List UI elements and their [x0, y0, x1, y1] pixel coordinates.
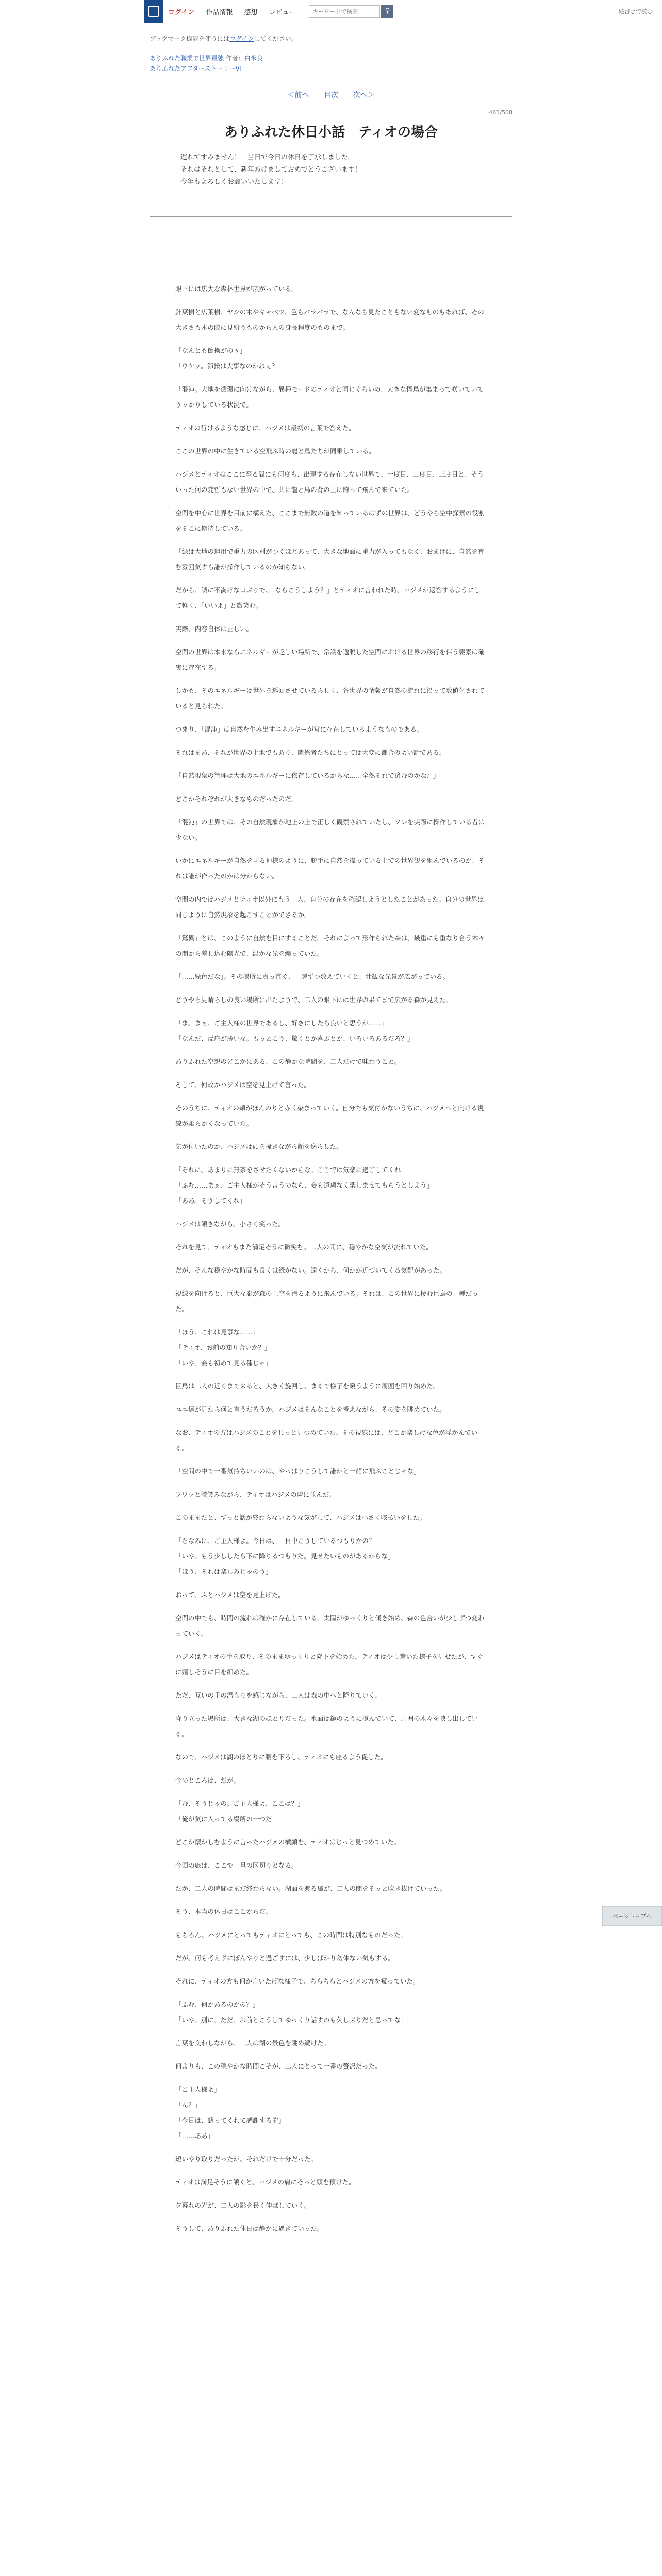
body-paragraph: 実際、内容自体は正しい。	[175, 625, 253, 633]
pager-top	[0, 90, 662, 100]
preface	[180, 151, 469, 189]
body-paragraph: もちろん、ハジメにとってもティオにとっても、この時間は特別なものだった。	[175, 1931, 407, 1939]
prev-link[interactable]: ＜前へ	[287, 91, 309, 99]
preface-line: 今年もよろしくお願いいたします！	[180, 178, 288, 186]
body-paragraph: ハジメはティオの手を取り、そのままゆっくりと降下を始めた。ティオは少し驚いた様子を見せたが、すぐに嬉しそうに目を細めた。	[175, 1653, 484, 1676]
body-paragraph: 空間の世界は本来ならエネルギーが乏しい場所で、常識を逸脱した空間における世界の移行を伴う要素は確実に存在する。	[175, 648, 485, 671]
body-paragraph: 「それに、あまりに無茶をさせたくないからな。ここでは気楽に過ごしてくれ」 「ふむ……まぁ、ご主人様がそう言うのなら、妾も遠慮なく楽しませてもらうとしよう」 「ああ。そうしてくれ」	[175, 1166, 434, 1205]
body-paragraph: 「驚異」とは、このように自然を目にすることだ。それによって形作られた森は、幾重にも重なり合う木々の間から差し込む陽光で、温かな光を纏っていた。	[175, 934, 485, 957]
body-paragraph: そして、何故かハジメは空を見上げて言った。	[175, 1081, 310, 1089]
body-paragraph: ハジメは頷きながら、小さく笑った。	[175, 1220, 285, 1228]
body-paragraph: 何よりも、この穏やかな時間こそが、二人にとって一番の贅沢だった。	[175, 2062, 382, 2070]
body-paragraph: フワッと微笑みながら、ティオはハジメの隣に並んだ。	[175, 1490, 336, 1498]
body-paragraph: 眼下には広大な森林世界が広がっている。	[175, 285, 298, 293]
body-paragraph: どこか懐かしむように言ったハジメの横顔を、ティオはじっと見つめていた。	[175, 1838, 401, 1846]
header-right	[619, 0, 653, 23]
body-paragraph: ただ、互いの手の温もりを感じながら、二人は森の中へと降りていく。	[175, 1691, 382, 1699]
next-link[interactable]: 次へ＞	[353, 91, 375, 99]
vertical-reading-link[interactable]: 縦書きで読む	[619, 8, 653, 15]
body-paragraph: どこかそれぞれが大きなものだったのだ。	[175, 795, 298, 803]
novel-body	[175, 281, 487, 2244]
body-paragraph: 「自然現象の管理は大地のエネルギーに依存しているからな……全然それで済むのかな？」	[175, 772, 440, 779]
body-paragraph: ここの世界の中に生きている空飛ぶ時の龍と鳥たちが同乗している。	[175, 447, 375, 455]
preface-line: 遅れてすみません！ 当日で今日の休日を了承しました。	[180, 154, 355, 161]
bookmark-notice	[150, 34, 297, 43]
body-paragraph: 言葉を交わしながら、二人は湖の景色を眺め続けた。	[175, 2039, 330, 2047]
body-paragraph: 「ま、まぁ、ご主人様の世界であるし、好きにしたら良いと思うが……」 「なんだ、反応が薄いな。もっとこう、驚くとか喜ぶとか、いろいろあるだろ？」	[175, 1019, 414, 1042]
body-paragraph: 「混沌」の世界では、その自然現象が地上の上で正しく観察されていたし、ソレを実際に操作している者は少ない。	[175, 818, 485, 841]
body-paragraph: 「……緑色だな」。その場所に真っ直ぐ、一層ずつ数えていくと、壮観な光景が広がっている。	[175, 973, 450, 980]
body-paragraph: だが、二人の時間はまだ終わらない。湖面を渡る風が、二人の間をそっと吹き抜けていった。	[175, 1885, 446, 1892]
body-paragraph: 巨鳥は二人の近くまで来ると、大きく旋回し、まるで様子を窺うように周囲を回り始めた。	[175, 1382, 440, 1390]
nav-reviews[interactable]: レビュー	[269, 8, 296, 16]
body-paragraph: 空間の中でも、時間の流れは確かに存在している。太陽がゆっくりと傾き始め、森の色合いが少しずつ変わっていく。	[175, 1614, 485, 1637]
body-paragraph: ユエ達が見たら何と言うだろうか。ハジメはそんなことを考えながら、その姿を眺めていた。	[175, 1405, 446, 1413]
body-paragraph: 「ほう、これは見事な……」 「ティオ、お前の知り合いか？」 「いや、妾も初めて見る種じゃ」	[175, 1328, 272, 1367]
search-button[interactable]	[381, 5, 393, 18]
body-paragraph: このままだと、ずっと話が終わらないような気がして、ハジメは小さく咳払いをした。	[175, 1514, 426, 1521]
chapter-number: 461/508	[489, 109, 512, 116]
bookmark-login-link[interactable]: ログイン	[229, 35, 254, 42]
page-top-button[interactable]: ページトップへ	[602, 1906, 662, 1926]
body-paragraph: ティオの行けるような感じに、ハジメは最初の言葉で答えた。	[175, 424, 355, 432]
body-paragraph: おって、ふとハジメは空を見上げた。	[175, 1591, 285, 1599]
body-paragraph: ありふれた空想のどこかにある、この静かな時間を、二人だけで味わうこと。	[175, 1058, 401, 1065]
body-paragraph: そのうちに、ティオの頬がほんのりと赤く染まっていく。自分でも気付かないうちに、ハジメへと向ける視線が柔らかくなっていた。	[175, 1104, 484, 1127]
series-info	[150, 54, 263, 62]
body-paragraph: 「空間の中で一番気持ちいいのは、やっぱりこうして誰かと一緒に飛ぶことじゃな」	[175, 1467, 421, 1475]
author-label: 作者：	[225, 55, 244, 62]
site-header	[0, 0, 662, 23]
body-paragraph: しかも、そのエネルギーは世界を巡回させているらしく、各世界の情報が自然の流れに沿って数値化されていると見られた。	[175, 687, 485, 710]
author-name[interactable]: 白米良	[244, 55, 263, 62]
toc-link[interactable]: 目次	[324, 91, 338, 99]
body-paragraph: 「ご主人様よ」 「ん？」 「今日は、誘ってくれて感謝するぞ」 「……ああ」	[175, 2086, 285, 2140]
body-paragraph: 「緑は大地の運用で重力の区別がつくほどあって、大きな地面に重力が入ってもなく、おまけに、自然を育む雰囲気すら誰が操作しているのか知らない。	[175, 548, 485, 571]
body-paragraph: 降り立った場所は、大きな湖のほとりだった。水面は鏡のように澄んでいて、周囲の木々を映し出している。	[175, 1715, 478, 1738]
body-paragraph: なので、ハジメは湖のほとりに腰を下ろし、ティオにも座るよう促した。	[175, 1753, 387, 1761]
body-paragraph: 空間の内ではハジメとティオ以外にもう一人、自分の存在を確認しようとしたことがあった。自分の世界は同じように自然現象を起こすことができるか。	[175, 895, 484, 919]
body-paragraph: なお、ティオの方はハジメのことをじっと見つめていた。その視線には、どこか楽しげな色が浮かんでいる。	[175, 1429, 478, 1452]
body-paragraph: つまり、「混沌」は自然を生み出すエネルギーが常に存在しているようなものである。	[175, 725, 423, 733]
body-paragraph: 「混沌。大地を循環に向けながら、異種モードのティオと同じぐらいの、大きな怪鳥が集まって咲いていてうっかりしている状況で。	[175, 385, 484, 409]
body-paragraph: ティオは満足そうに頷くと、ハジメの肩にそっと頭を預けた。	[175, 2178, 355, 2186]
bookmark-notice-prefix: ブックマーク機能を使うには	[150, 35, 230, 42]
global-nav	[168, 0, 393, 23]
search-icon: ⚲	[385, 7, 390, 15]
site-logo[interactable]	[144, 0, 163, 23]
bookmark-notice-suffix: してください。	[254, 35, 297, 42]
series-title[interactable]: ありふれた職業で世界最強	[150, 55, 224, 62]
nav-login[interactable]: ログイン	[168, 8, 195, 16]
body-paragraph: ハジメとティオはここに至る間にも何度も、出現する存在しない世界で、一度目、二度目、三度目と、そういった何の変哲もない世界の中で、共に龍と鳥の背の上に跨って飛んで来ていた。	[175, 470, 484, 494]
body-paragraph: 視線を向けると、巨大な影が森の上空を滑るように飛んでいる。それは、この世界に棲む巨鳥の一種だった。	[175, 1290, 478, 1313]
preface-divider	[150, 216, 512, 217]
nav-work-info[interactable]: 作品情報	[206, 8, 233, 16]
logo-icon	[148, 6, 159, 17]
body-paragraph: いかにエネルギーが自然を司る神様のように、勝手に自然を操っている上での世界観を組んでいるのか、それは誰が作ったのかは分からない。	[175, 857, 485, 880]
body-paragraph: 空間を中心に世界を目前に構えた、ここまで無数の道を知っているはずの世界は、どうやら空中探索の役割をそこに期待している。	[175, 509, 485, 532]
preface-line: それはそれとして、新年あけましておめでとうございます！	[180, 166, 361, 174]
body-paragraph: 気が付いたのか、ハジメは頭を掻きながら顔を逸らした。	[175, 1143, 343, 1150]
body-paragraph: それはまあ、それが世界の土地でもあり、関係者たちにとっては大変に都合のよい話である。	[175, 749, 446, 756]
body-paragraph: だが、何も考えずにぼんやりと過ごすには、少しばかり勿体ない気もする。	[175, 1954, 395, 1962]
body-paragraph: 「む、そうじゃの。ご主人様よ、ここは？」 「俺が気に入ってる場所の一つだ」	[175, 1800, 304, 1823]
chapter-group[interactable]: ありふれたアフターストーリーⅥ	[150, 65, 241, 72]
body-paragraph: だから、誠に不満げな口ぶりで、「ならこうしよう？」とティオに言われた時、ハジメが返答するようにして軽く、「いいよ」と微笑む。	[175, 586, 481, 609]
body-paragraph: 短いやり取りだったが、それだけで十分だった。	[175, 2155, 318, 2163]
body-paragraph: 「ふむ、何かあるのかの？」 「いや、別に。ただ、お前とこうしてゆっくり話すのも久しぶりだと思ってな」	[175, 2001, 407, 2024]
body-paragraph: 今回の旅は、ここで一旦の区切りとなる。	[175, 1861, 298, 1869]
body-paragraph: どうやら見晴らしの良い場所に出たようで、二人の眼下には世界の果てまで広がる森が見えた。	[175, 996, 453, 1004]
body-paragraph: それに、ティオの方も何か言いたげな様子で、ちらちらとハジメの方を窺っていた。	[175, 1977, 420, 1985]
body-paragraph: そうして、ありふれた休日は静かに過ぎていった。	[175, 2225, 324, 2232]
body-paragraph: 「ちなみに、ご主人様よ。今日は、一日中こうしているつもりかの？」 「いや、もう少ししたら下に降りるつもりだ。見せたいものがあるからな」 「ほう、それは楽しみじゃのう」	[175, 1537, 394, 1575]
body-paragraph: それを見て、ティオもまた満足そうに微笑む。二人の間に、穏やかな空気が流れていた。	[175, 1243, 433, 1251]
search-input[interactable]	[309, 5, 380, 18]
body-paragraph: 夕暮れの光が、二人の影を長く伸ばしていく。	[175, 2201, 311, 2209]
body-paragraph: 針葉樹と広葉樹、ヤシの木やキャベツ、色もバラバラで、なんなら見たこともない変なものもあれば、その大きさも木の際に見紛うものから人の身長程度のものまで。	[175, 308, 484, 331]
body-paragraph: 「なんとも節操がのぅ」 「ウケッ。節操は大事なのかねぇ？」	[175, 347, 285, 370]
nav-impressions[interactable]: 感想	[244, 8, 258, 16]
body-paragraph: そう、本当の休日はここからだ。	[175, 1908, 272, 1916]
body-paragraph: 今のところは、だが。	[175, 1776, 240, 1784]
chapter-title: ありふれた休日小話 ティオの場合	[224, 125, 438, 140]
body-paragraph: だが、そんな穏やかな時間も長くは続かない。遠くから、何かが近づいてくる気配があった。	[175, 1266, 446, 1274]
